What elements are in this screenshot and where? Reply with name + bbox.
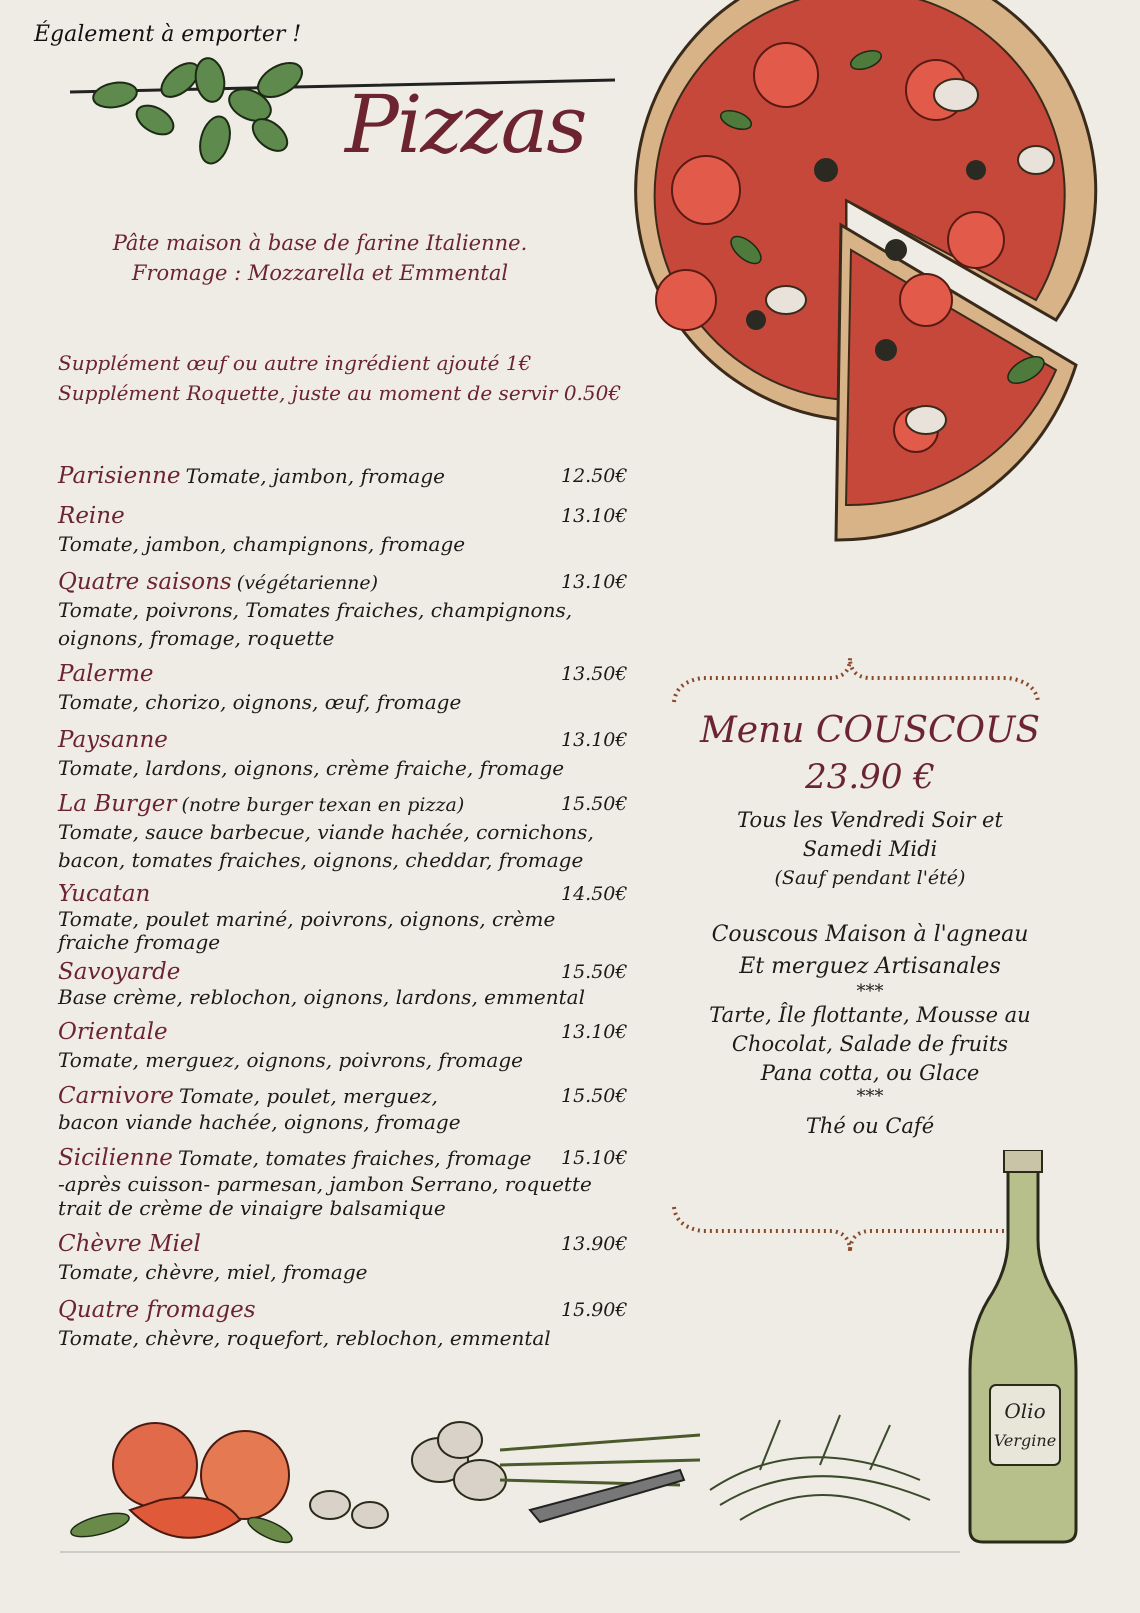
pizza-list (58, 462, 638, 1352)
pizza-item (58, 790, 638, 874)
pizza-name: Sicilienne (58, 1145, 173, 1171)
pizza-inline-desc: Tomate, poulet, merguez, (179, 1084, 438, 1108)
couscous-dessert: Pana cotta, ou Glace (760, 1061, 980, 1085)
pizza-desc: Tomate, chèvre, miel, fromage (58, 1260, 368, 1284)
pizza-item (58, 462, 638, 490)
pizza-item (58, 568, 638, 652)
pizza-name: Palerme (58, 661, 154, 687)
pizza-item (58, 1018, 638, 1074)
pizza-name: Chèvre Miel (58, 1231, 201, 1257)
pizza-desc: Tomate, chorizo, oignons, œuf, fromage (58, 690, 462, 714)
pizza-item (58, 1230, 638, 1286)
pizza-price: 15.50€ (561, 961, 628, 983)
couscous-main: Couscous Maison à l'agneau (711, 922, 1029, 947)
pizza-inline-desc: Tomate, tomates fraiches, fromage (178, 1146, 532, 1170)
pizza-name: Parisienne (58, 463, 181, 489)
dough-info-line: Pâte maison à base de farine Italienne. (112, 231, 528, 255)
pizza-desc: Base crème, reblochon, oignons, lardons, emmental (58, 985, 585, 1009)
pizza-desc: trait de crème de vinaigre balsamique (58, 1196, 446, 1220)
pizza-item (58, 502, 638, 558)
pizza-price: 13.10€ (561, 505, 628, 527)
pizza-illustration (596, 0, 1116, 545)
pizza-item (58, 958, 638, 1008)
pizza-name: Savoyarde (58, 959, 181, 985)
bottle-label-olio: Olio (1004, 1399, 1046, 1423)
couscous-dessert: Tarte, Île flottante, Mousse au (709, 1003, 1031, 1027)
pizza-desc: fraiche fromage (58, 930, 221, 954)
pizza-name: Orientale (58, 1019, 168, 1045)
page-title: Pizzas (345, 78, 586, 171)
pizza-desc: Tomate, sauce barbecue, viande hachée, cornichons, (58, 820, 594, 844)
pizza-price: 15.10€ (561, 1147, 628, 1169)
olive-oil-bottle-illustration (968, 1150, 1078, 1550)
couscous-main: Et merguez Artisanales (739, 954, 1001, 979)
pizza-price: 13.10€ (561, 571, 628, 593)
pizza-name: Carnivore (58, 1083, 174, 1109)
pizza-desc: -après cuisson- parmesan, jambon Serrano, roquette (58, 1172, 592, 1196)
pizza-price: 13.50€ (561, 663, 628, 685)
separator: *** (856, 981, 884, 1002)
pizza-name: Paysanne (58, 727, 168, 753)
separator: *** (856, 1086, 884, 1107)
pizza-price: 15.50€ (561, 1085, 628, 1107)
pizza-inline-desc: Tomate, jambon, fromage (185, 464, 445, 488)
pizza-name: Quatre saisons (58, 569, 232, 595)
dough-info (60, 228, 580, 288)
supplement-egg: Supplément œuf ou autre ingrédient ajouté 1€ (58, 351, 532, 375)
pizza-item (58, 1296, 638, 1352)
couscous-title: Menu COUSCOUS (699, 710, 1041, 751)
couscous-drink: Thé ou Café (805, 1114, 935, 1138)
pizza-name: Quatre fromages (58, 1297, 256, 1323)
pizza-item (58, 1082, 638, 1134)
pizza-note: (notre burger texan en pizza) (181, 794, 465, 816)
pizza-price: 13.90€ (561, 1233, 628, 1255)
couscous-schedule: Tous les Vendredi Soir et (737, 808, 1003, 832)
bottle-label-vergine: Vergine (993, 1431, 1057, 1450)
couscous-schedule: Samedi Midi (802, 837, 938, 861)
pizza-note: (végétarienne) (236, 572, 379, 594)
pizza-desc: oignons, fromage, roquette (58, 626, 335, 650)
pizza-price: 14.50€ (561, 883, 628, 905)
pizza-desc: Tomate, poulet mariné, poivrons, oignons, crème (58, 907, 556, 931)
pizza-price: 15.90€ (561, 1299, 628, 1321)
pizza-price: 15.50€ (561, 793, 628, 815)
pizza-desc: Tomate, jambon, champignons, fromage (58, 532, 466, 556)
couscous-menu (680, 708, 1060, 1141)
pizza-desc: Tomate, chèvre, roquefort, reblochon, emmental (58, 1326, 551, 1350)
pizza-desc: Tomate, merguez, oignons, poivrons, fromage (58, 1048, 523, 1072)
pizza-item (58, 1144, 638, 1220)
pizza-name: Reine (58, 503, 125, 529)
cheese-info-line: Fromage : Mozzarella et Emmental (131, 261, 509, 285)
vegetables-illustration (60, 1410, 960, 1590)
pizza-item (58, 660, 638, 716)
pizza-desc: bacon viande hachée, oignons, fromage (58, 1110, 461, 1134)
couscous-dessert: Chocolat, Salade de fruits (731, 1032, 1009, 1056)
pizza-price: 13.10€ (561, 1021, 628, 1043)
pizza-name: Yucatan (58, 881, 151, 907)
pizza-item (58, 726, 638, 782)
couscous-schedule-note: (Sauf pendant l'été) (774, 867, 966, 889)
couscous-price: 23.90 € (805, 757, 935, 797)
pizza-price: 12.50€ (561, 465, 628, 487)
pizza-name: La Burger (58, 791, 177, 817)
pizza-price: 13.10€ (561, 729, 628, 751)
pizza-desc: bacon, tomates fraiches, oignons, cheddar, fromage (58, 848, 584, 872)
pizza-desc: Tomate, lardons, oignons, crème fraiche, fromage (58, 756, 565, 780)
pizza-desc: Tomate, poivrons, Tomates fraiches, champignons, (58, 598, 573, 622)
supplements (58, 348, 658, 408)
takeaway-notice: Également à emporter ! (34, 22, 302, 47)
supplement-rocket: Supplément Roquette, juste au moment de servir 0.50€ (58, 381, 622, 405)
pizza-item (58, 880, 638, 954)
